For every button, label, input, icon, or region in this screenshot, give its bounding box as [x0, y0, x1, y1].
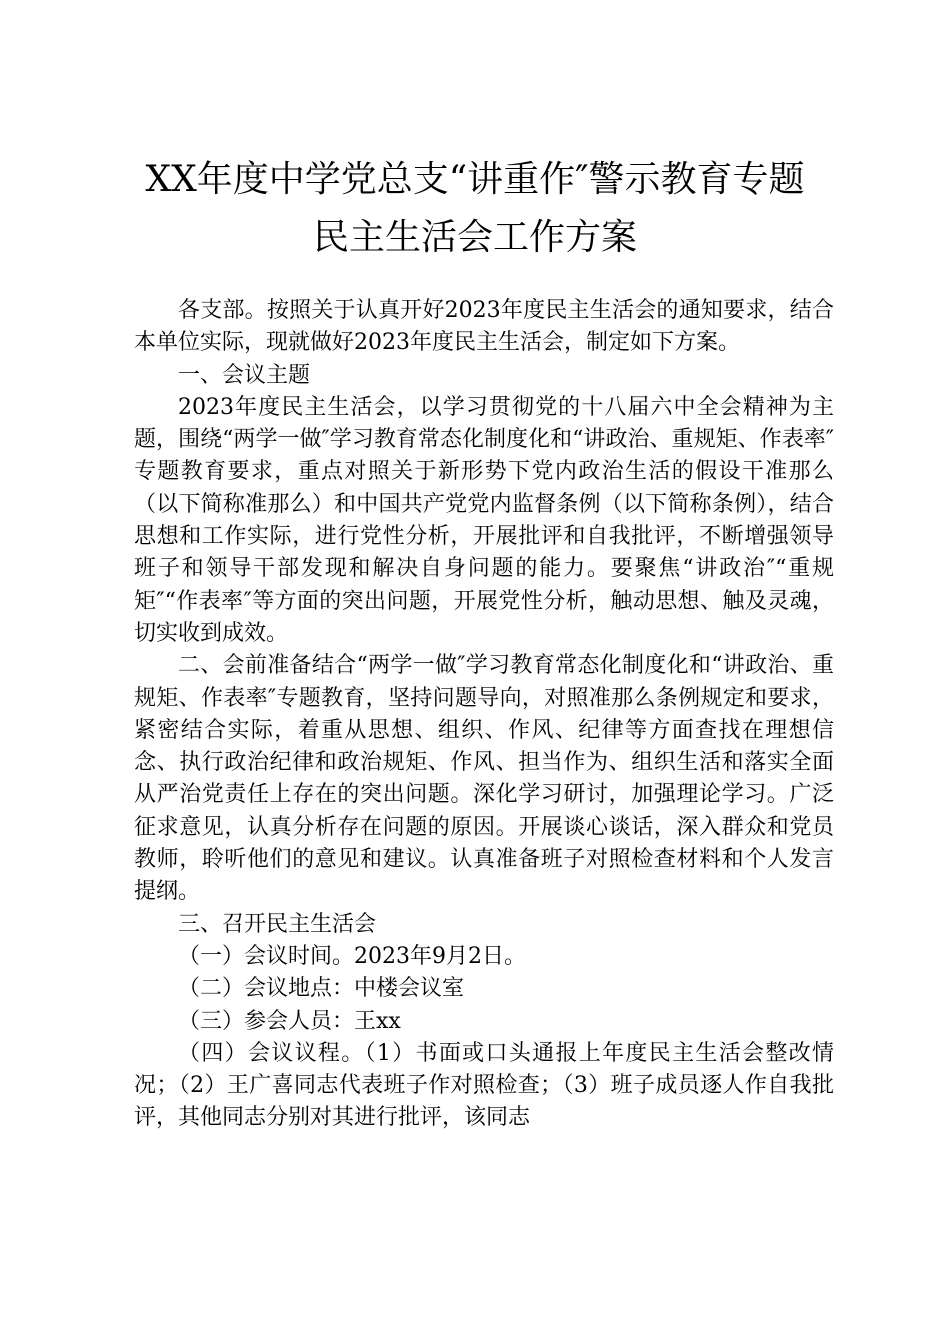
- paragraph-intro: 各支部。按照关于认真开好2023年度民主生活会的通知要求，结合本单位实际，现就做好2023年度民主生活会，制定如下方案。: [134, 298, 834, 356]
- heading-meeting-theme: 一、会议主题: [178, 362, 311, 388]
- paragraph-meeting-theme: 2023年度民主生活会，以学习贯彻党的十八届六中全会精神为主题，围绕“两学一做″学习教育常态化制度化和“讲政治、重规矩、作表率″专题教育要求，重点对照关于新形势下党内政治生活的假设干准那么（以下简称准那么）和中国共产党党内监督条例（以下简称条例），结合思想和工作实际，进行党性分析，开展批评和自我批评，不断增强领导班子和领导干部发现和解决自身问题的能力。要聚焦“讲政治″“重规矩″“作表率″等方面的突出问题，开展党性分析，触动思想、触及灵魂，切实收到成效。: [134, 394, 834, 646]
- document-body: [134, 295, 834, 1135]
- paragraph-preparation: 二、会前准备结合“两学一做″学习教育常态化制度化和“讲政治、重规矩、作表率″专题教育，坚持问题导向，对照准那么条例规定和要求，紧密结合实际，着重从思想、组织、作风、纪律等方面查找在理想信念、执行政治纪律和政治规矩、作风、担当作为、组织生活和落实全面从严治党责任上存在的突出问题。深化学习研讨，加强理论学习。广泛征求意见，认真分析存在问题的原因。开展谈心谈话，深入群众和党员教师，聆听他们的意见和建议。认真准备班子对照检查材料和个人发言提纲。: [134, 653, 834, 905]
- document-title-line-2: 民主生活会工作方案: [312, 217, 637, 258]
- item-meeting-time: （一）会议时间。2023年9月2日。: [178, 943, 526, 969]
- heading-hold-meeting: 三、召开民主生活会: [178, 911, 377, 937]
- item-agenda: （四）会议议程。（1）书面或口头通报上年度民主生活会整改情况；（2）王广喜同志代表班子作对照检查；（3）班子成员逐人作自我批评，其他同志分别对其进行批评，该同志: [134, 1040, 834, 1131]
- item-meeting-location: （二）会议地点：中楼会议室: [178, 976, 465, 1002]
- document-title-line-1: XX年度中学党总支“讲重作″警示教育专题: [145, 159, 805, 200]
- item-attendees: （三）参会人员：王xx: [178, 1008, 401, 1034]
